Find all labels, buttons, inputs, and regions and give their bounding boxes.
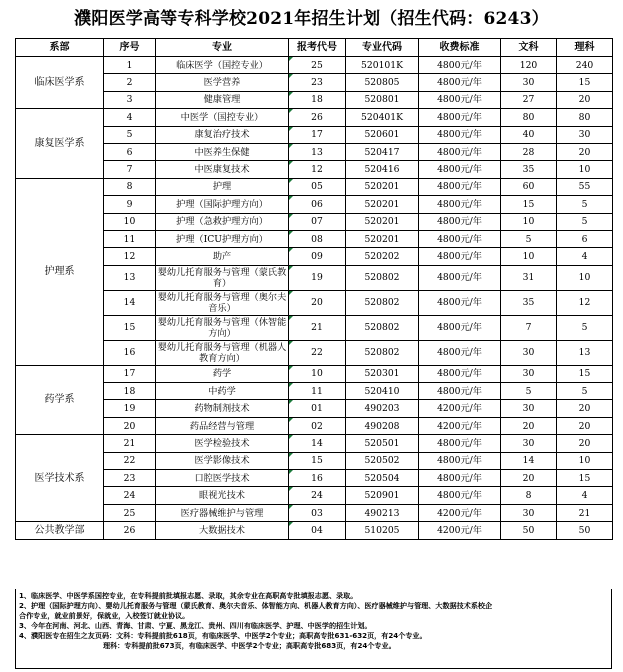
science-quota: 15 [557, 365, 613, 382]
note-line: 理科：专科提前批673页，有临床医学、中医学2个专业；高职高专批683页，有24个专业。 [103, 641, 396, 650]
row-number: 6 [104, 143, 156, 160]
major-name: 大数据技术 [156, 522, 289, 539]
row-number: 11 [104, 230, 156, 247]
tuition-fee: 4800元/年 [419, 230, 501, 247]
major-name: 中药学 [156, 383, 289, 400]
major-name: 助产 [156, 248, 289, 265]
table-row [16, 196, 613, 213]
arts-quota: 30 [501, 435, 557, 452]
major-code: 520901 [346, 487, 419, 504]
row-number: 14 [104, 290, 156, 315]
row-number: 18 [104, 383, 156, 400]
column-header: 理科 [557, 39, 613, 57]
science-quota: 6 [557, 230, 613, 247]
science-quota: 20 [557, 91, 613, 108]
arts-quota: 20 [501, 417, 557, 434]
major-name: 健康管理 [156, 91, 289, 108]
tuition-fee: 4800元/年 [419, 470, 501, 487]
major-code: 520410 [346, 383, 419, 400]
note-line: 2、护理（国际护理方向）、婴幼儿托育服务与管理（蒙氏教育、奥尔夫音乐、体智能方向、机器人教育方向）、医疗器械维护与管理、大数据技术系校企 [19, 601, 493, 610]
major-name: 婴幼儿托育服务与管理（奥尔夫音乐） [156, 290, 289, 315]
apply-code: 13 [289, 143, 346, 160]
science-quota: 4 [557, 487, 613, 504]
major-name: 药品经营与管理 [156, 417, 289, 434]
tuition-fee: 4200元/年 [419, 417, 501, 434]
major-code: 520802 [346, 265, 419, 290]
table-row [16, 504, 613, 521]
major-code: 520501 [346, 435, 419, 452]
table-row [16, 315, 613, 340]
apply-code: 16 [289, 470, 346, 487]
major-name: 医学影像技术 [156, 452, 289, 469]
table-body [16, 57, 613, 540]
arts-quota: 60 [501, 178, 557, 195]
table-row [16, 265, 613, 290]
arts-quota: 120 [501, 57, 557, 74]
header-row [16, 39, 613, 57]
tuition-fee: 4800元/年 [419, 290, 501, 315]
major-code: 520301 [346, 365, 419, 382]
major-name: 医学检验技术 [156, 435, 289, 452]
column-header: 序号 [104, 39, 156, 57]
tuition-fee: 4200元/年 [419, 522, 501, 539]
note-line: 3、今年在河南、河北、山西、青海、甘肃、宁夏、黑龙江、贵州、四川有临床医学、护理、中医学的招生计划。 [19, 621, 372, 630]
apply-code: 26 [289, 109, 346, 126]
table-row [16, 400, 613, 417]
table-row [16, 74, 613, 91]
table-row [16, 178, 613, 195]
major-code: 520416 [346, 161, 419, 178]
science-quota: 10 [557, 161, 613, 178]
table-row [16, 452, 613, 469]
major-name: 婴幼儿托育服务与管理（机器人教育方向） [156, 340, 289, 365]
tuition-fee: 4800元/年 [419, 126, 501, 143]
major-name: 药学 [156, 365, 289, 382]
apply-code: 15 [289, 452, 346, 469]
arts-quota: 80 [501, 109, 557, 126]
apply-code: 08 [289, 230, 346, 247]
arts-quota: 5 [501, 383, 557, 400]
table-row [16, 248, 613, 265]
tuition-fee: 4800元/年 [419, 213, 501, 230]
notes-section [15, 589, 612, 669]
apply-code: 04 [289, 522, 346, 539]
major-code: 520802 [346, 340, 419, 365]
apply-code: 11 [289, 383, 346, 400]
tuition-fee: 4800元/年 [419, 74, 501, 91]
page-title: 濮阳医学高等专科学校2021年招生计划（招生代码：6243） [74, 9, 549, 29]
tuition-fee: 4800元/年 [419, 143, 501, 160]
apply-code: 22 [289, 340, 346, 365]
science-quota: 5 [557, 315, 613, 340]
arts-quota: 30 [501, 400, 557, 417]
apply-code: 21 [289, 315, 346, 340]
tuition-fee: 4800元/年 [419, 365, 501, 382]
major-code: 520401K [346, 109, 419, 126]
tuition-fee: 4200元/年 [419, 400, 501, 417]
major-name: 婴幼儿托育服务与管理（蒙氏教育） [156, 265, 289, 290]
science-quota: 20 [557, 417, 613, 434]
arts-quota: 31 [501, 265, 557, 290]
apply-code: 17 [289, 126, 346, 143]
row-number: 26 [104, 522, 156, 539]
row-number: 12 [104, 248, 156, 265]
arts-quota: 35 [501, 161, 557, 178]
arts-quota: 28 [501, 143, 557, 160]
table-row [16, 230, 613, 247]
science-quota: 5 [557, 196, 613, 213]
tuition-fee: 4800元/年 [419, 435, 501, 452]
row-number: 23 [104, 470, 156, 487]
science-quota: 5 [557, 383, 613, 400]
column-header: 收费标准 [419, 39, 501, 57]
table-row [16, 487, 613, 504]
department-cell: 临床医学系 [16, 57, 104, 109]
row-number: 2 [104, 74, 156, 91]
science-quota: 20 [557, 400, 613, 417]
major-name: 婴幼儿托育服务与管理（休智能方向） [156, 315, 289, 340]
science-quota: 10 [557, 265, 613, 290]
arts-quota: 10 [501, 213, 557, 230]
column-header: 系部 [16, 39, 104, 57]
major-code: 520201 [346, 230, 419, 247]
apply-code: 03 [289, 504, 346, 521]
department-cell: 护理系 [16, 178, 104, 365]
science-quota: 80 [557, 109, 613, 126]
major-code: 520502 [346, 452, 419, 469]
arts-quota: 27 [501, 91, 557, 108]
science-quota: 10 [557, 452, 613, 469]
arts-quota: 20 [501, 470, 557, 487]
row-number: 19 [104, 400, 156, 417]
major-name: 护理（ICU护理方向） [156, 230, 289, 247]
major-name: 护理 [156, 178, 289, 195]
science-quota: 15 [557, 470, 613, 487]
major-name: 临床医学（国控专业） [156, 57, 289, 74]
note-line: 合作专业，就业前景好，保就业，入校签订就业协议。 [19, 611, 190, 620]
science-quota: 20 [557, 143, 613, 160]
tuition-fee: 4800元/年 [419, 57, 501, 74]
major-code: 510205 [346, 522, 419, 539]
arts-quota: 30 [501, 74, 557, 91]
major-name: 口腔医学技术 [156, 470, 289, 487]
row-number: 24 [104, 487, 156, 504]
tuition-fee: 4800元/年 [419, 109, 501, 126]
major-name: 药物制剂技术 [156, 400, 289, 417]
arts-quota: 40 [501, 126, 557, 143]
apply-code: 01 [289, 400, 346, 417]
table-row [16, 143, 613, 160]
major-code: 490213 [346, 504, 419, 521]
apply-code: 14 [289, 435, 346, 452]
row-number: 8 [104, 178, 156, 195]
science-quota: 20 [557, 435, 613, 452]
apply-code: 09 [289, 248, 346, 265]
major-name: 医疗器械维护与管理 [156, 504, 289, 521]
apply-code: 19 [289, 265, 346, 290]
major-code: 490208 [346, 417, 419, 434]
row-number: 17 [104, 365, 156, 382]
major-code: 520201 [346, 213, 419, 230]
table-row [16, 126, 613, 143]
science-quota: 5 [557, 213, 613, 230]
science-quota: 4 [557, 248, 613, 265]
tuition-fee: 4200元/年 [419, 504, 501, 521]
tuition-fee: 4800元/年 [419, 452, 501, 469]
row-number: 4 [104, 109, 156, 126]
major-code: 490203 [346, 400, 419, 417]
science-quota: 55 [557, 178, 613, 195]
column-header: 文科 [501, 39, 557, 57]
enrollment-table [15, 38, 613, 540]
major-name: 医学营养 [156, 74, 289, 91]
major-code: 520101K [346, 57, 419, 74]
science-quota: 15 [557, 74, 613, 91]
table-row [16, 417, 613, 434]
major-code: 520504 [346, 470, 419, 487]
column-header: 专业 [156, 39, 289, 57]
major-name: 中医康复技术 [156, 161, 289, 178]
major-code: 520801 [346, 91, 419, 108]
major-name: 康复治疗技术 [156, 126, 289, 143]
table-row [16, 383, 613, 400]
apply-code: 25 [289, 57, 346, 74]
column-header: 报考代号 [289, 39, 346, 57]
row-number: 20 [104, 417, 156, 434]
apply-code: 10 [289, 365, 346, 382]
apply-code: 07 [289, 213, 346, 230]
major-code: 520802 [346, 315, 419, 340]
major-code: 520601 [346, 126, 419, 143]
apply-code: 05 [289, 178, 346, 195]
major-code: 520201 [346, 178, 419, 195]
arts-quota: 10 [501, 248, 557, 265]
row-number: 13 [104, 265, 156, 290]
row-number: 22 [104, 452, 156, 469]
major-name: 眼视光技术 [156, 487, 289, 504]
science-quota: 21 [557, 504, 613, 521]
row-number: 1 [104, 57, 156, 74]
column-header: 专业代码 [346, 39, 419, 57]
table-header [16, 39, 613, 57]
apply-code: 23 [289, 74, 346, 91]
arts-quota: 30 [501, 340, 557, 365]
major-code: 520805 [346, 74, 419, 91]
science-quota: 13 [557, 340, 613, 365]
table-row [16, 57, 613, 74]
arts-quota: 15 [501, 196, 557, 213]
table-row [16, 470, 613, 487]
table-row [16, 365, 613, 382]
arts-quota: 35 [501, 290, 557, 315]
science-quota: 12 [557, 290, 613, 315]
apply-code: 02 [289, 417, 346, 434]
row-number: 3 [104, 91, 156, 108]
table-row [16, 435, 613, 452]
science-quota: 50 [557, 522, 613, 539]
major-code: 520201 [346, 196, 419, 213]
apply-code: 12 [289, 161, 346, 178]
tuition-fee: 4800元/年 [419, 196, 501, 213]
major-code: 520802 [346, 290, 419, 315]
apply-code: 06 [289, 196, 346, 213]
tuition-fee: 4800元/年 [419, 178, 501, 195]
table-row [16, 161, 613, 178]
department-cell: 公共教学部 [16, 522, 104, 539]
major-name: 护理（国际护理方向） [156, 196, 289, 213]
note-line: 4、濮阳医专在招生之友页码：文科：专科提前批618页，有临床医学、中医学2个专业；高职高专批631-632页，有24个专业。 [19, 631, 427, 640]
row-number: 21 [104, 435, 156, 452]
tuition-fee: 4800元/年 [419, 91, 501, 108]
table-row [16, 290, 613, 315]
tuition-fee: 4800元/年 [419, 161, 501, 178]
arts-quota: 7 [501, 315, 557, 340]
tuition-fee: 4800元/年 [419, 265, 501, 290]
arts-quota: 14 [501, 452, 557, 469]
table-row [16, 522, 613, 539]
row-number: 9 [104, 196, 156, 213]
department-cell: 药学系 [16, 365, 104, 435]
tuition-fee: 4800元/年 [419, 487, 501, 504]
apply-code: 18 [289, 91, 346, 108]
note-line: 1、临床医学、中医学系国控专业，在专科提前批填报志愿、录取，其余专业在高职高专批填报志愿、录取。 [19, 591, 358, 600]
table-row [16, 91, 613, 108]
department-cell: 医学技术系 [16, 435, 104, 522]
table-row [16, 340, 613, 365]
tuition-fee: 4800元/年 [419, 383, 501, 400]
major-name: 中医学（国控专业） [156, 109, 289, 126]
row-number: 15 [104, 315, 156, 340]
major-code: 520202 [346, 248, 419, 265]
arts-quota: 5 [501, 230, 557, 247]
apply-code: 24 [289, 487, 346, 504]
table-row [16, 213, 613, 230]
science-quota: 30 [557, 126, 613, 143]
apply-code: 20 [289, 290, 346, 315]
major-name: 中医养生保健 [156, 143, 289, 160]
science-quota: 240 [557, 57, 613, 74]
department-cell: 康复医学系 [16, 109, 104, 179]
arts-quota: 8 [501, 487, 557, 504]
row-number: 5 [104, 126, 156, 143]
row-number: 25 [104, 504, 156, 521]
arts-quota: 30 [501, 504, 557, 521]
row-number: 10 [104, 213, 156, 230]
major-name: 护理（急救护理方向） [156, 213, 289, 230]
arts-quota: 30 [501, 365, 557, 382]
row-number: 7 [104, 161, 156, 178]
tuition-fee: 4800元/年 [419, 340, 501, 365]
tuition-fee: 4800元/年 [419, 315, 501, 340]
row-number: 16 [104, 340, 156, 365]
major-code: 520417 [346, 143, 419, 160]
arts-quota: 50 [501, 522, 557, 539]
tuition-fee: 4800元/年 [419, 248, 501, 265]
table-row [16, 109, 613, 126]
